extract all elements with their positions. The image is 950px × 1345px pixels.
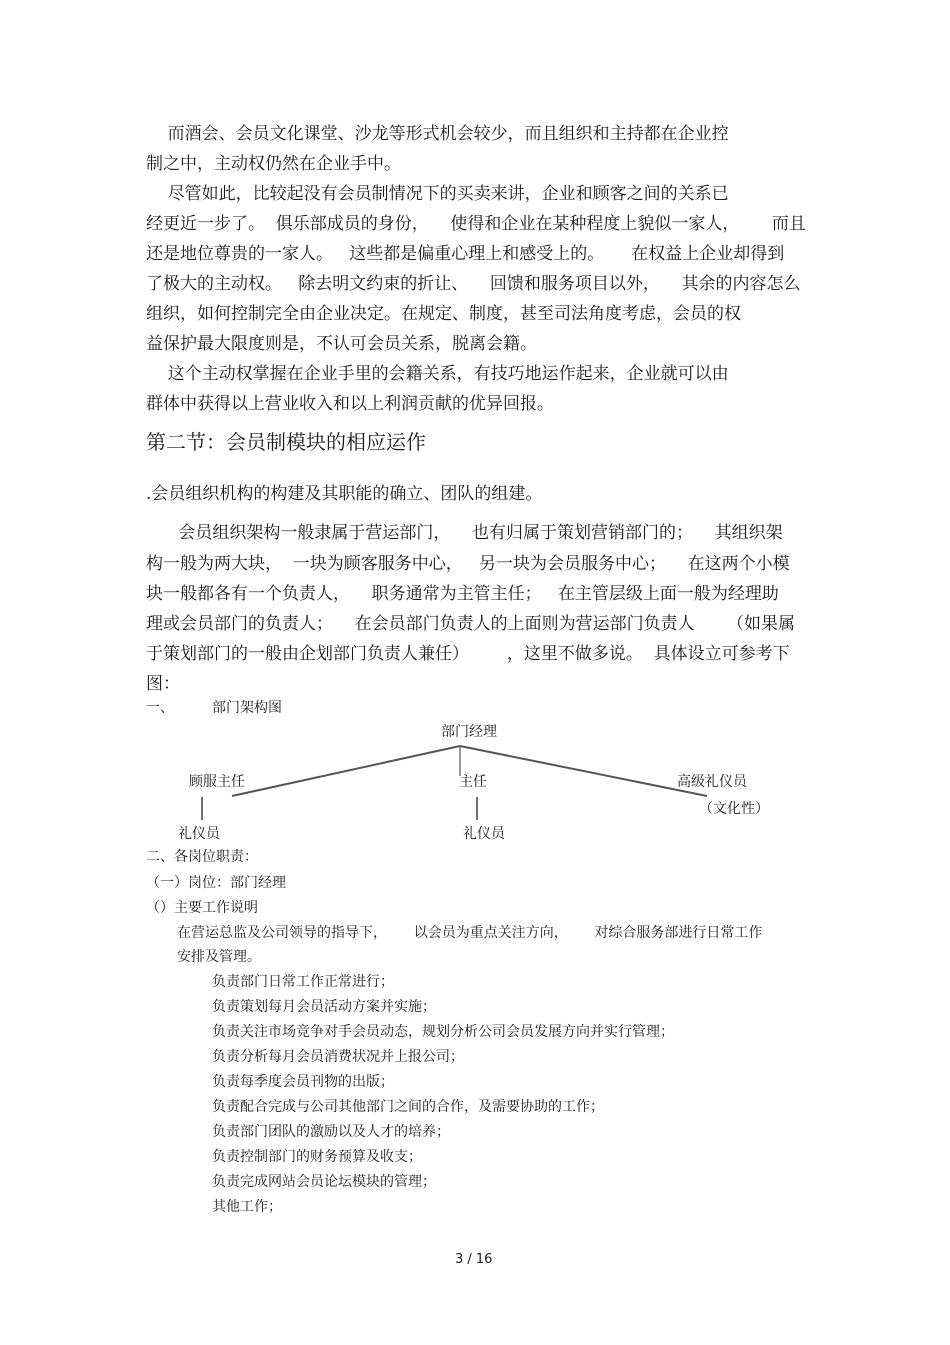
connector-line — [232, 746, 460, 796]
body-text-line: 经更近一步了。 俱乐部成员的身份， 使得和企业在某种程度上貌似一家人， 而且 — [146, 214, 806, 234]
body-text-line: 了极大的主动权。 除去明文约束的折让、 回馈和服务项目以外， 其余的内容怎么 — [146, 274, 801, 294]
org-node-right-note: （文化性） — [699, 801, 769, 817]
org-node-middle: 主任 — [459, 774, 487, 790]
body-text-line: 会员组织架构一般隶属于营运部门， 也有归属于策划营销部门的； 其组织架 — [146, 523, 783, 543]
org-node-middle-child: 礼仪员 — [463, 826, 505, 842]
body-text-line: 于策划部门的一般由企划部门负责人兼任） ，这里不做多说。 具体设立可参考下 — [146, 644, 790, 664]
duty-item: 负责部门日常工作正常进行； — [212, 974, 394, 990]
body-text-line: 构一般为两大块， 一块为顾客服务中心， 另一块为会员服务中心； 在这两个小模 — [146, 554, 790, 574]
duty-item: 负责分析每月会员消费状况并上报公司； — [212, 1049, 464, 1065]
body-text-line: 块一般都各有一个负责人， 职务通常为主管主任； 在主管层级上面一般为经理助 — [146, 584, 779, 604]
body-text-line: 尽管如此，比较起没有会员制情况下的买卖来讲，企业和顾客之间的关系已 — [146, 184, 729, 204]
body-text-line: 组织，如何控制完全由企业决定。在规定、制度，甚至司法角度考虑，会员的权 — [146, 304, 741, 324]
subheading: .会员组织机构的构建及其职能的确立、团队的组建。 — [146, 484, 543, 504]
duty-item: 负责配合完成与公司其他部门之间的合作，及需要协助的工作； — [212, 1099, 604, 1115]
duty-item: 负责部门团队的激励以及人才的培养； — [212, 1124, 450, 1140]
section-title: 第二节：会员制模块的相应运作 — [146, 430, 426, 454]
body-text-line: 理或会员部门的负责人； 在会员部门负责人的上面则为营运部门负责人 （如果属 — [146, 614, 796, 634]
post-line: （一）岗位：部门经理 — [146, 875, 286, 891]
org-heading-number: 一、 — [146, 700, 174, 716]
duties-heading: 二、各岗位职责： — [146, 849, 258, 865]
duty-item: 负责每季度会员刊物的出版； — [212, 1074, 394, 1090]
desc-text-line: 在营运总监及公司领导的指导下， 以会员为重点关注方向， 对综合服务部进行日常工作 — [177, 925, 763, 941]
body-text-line: 图： — [146, 674, 180, 694]
org-node-left: 顾服主任 — [189, 774, 245, 790]
duty-item: 负责控制部门的财务预算及收支； — [212, 1149, 422, 1165]
duty-item: 负责完成网站会员论坛模块的管理； — [212, 1174, 436, 1190]
org-node-top: 部门经理 — [441, 724, 497, 740]
page-number: 3 / 16 — [455, 1252, 493, 1267]
body-text-line: 还是地位尊贵的一家人。 这些都是偏重心理上和感受上的。 在权益上企业却得到 — [146, 244, 785, 264]
org-node-right: 高级礼仪员 — [677, 774, 747, 790]
duty-item: 负责关注市场竞争对手会员动态，规划分析公司会员发展方向并实行管理； — [212, 1024, 674, 1040]
duty-item: 其他工作； — [212, 1199, 282, 1215]
body-text-line: 制之中，主动权仍然在企业手中。 — [146, 154, 401, 174]
connector-line — [460, 746, 707, 796]
body-text-line: 这个主动权掌握在企业手里的会籍关系，有技巧地运作起来，企业就可以由 — [146, 364, 729, 384]
body-text-line: 而酒会、会员文化课堂、沙龙等形式机会较少，而且组织和主持都在企业控 — [146, 124, 729, 144]
org-node-left-child: 礼仪员 — [178, 826, 220, 842]
desc-text-line: 安排及管理。 — [177, 949, 261, 965]
body-text-line: 群体中获得以上营业收入和以上利润贡献的优异回报。 — [146, 394, 554, 414]
body-text-line: 益保护最大限度则是，不认可会员关系，脱离会籍。 — [146, 334, 537, 354]
duty-item: 负责策划每月会员活动方案并实施； — [212, 999, 436, 1015]
org-heading-label: 部门架构图 — [212, 700, 282, 716]
desc-heading: （）主要工作说明 — [146, 900, 258, 916]
